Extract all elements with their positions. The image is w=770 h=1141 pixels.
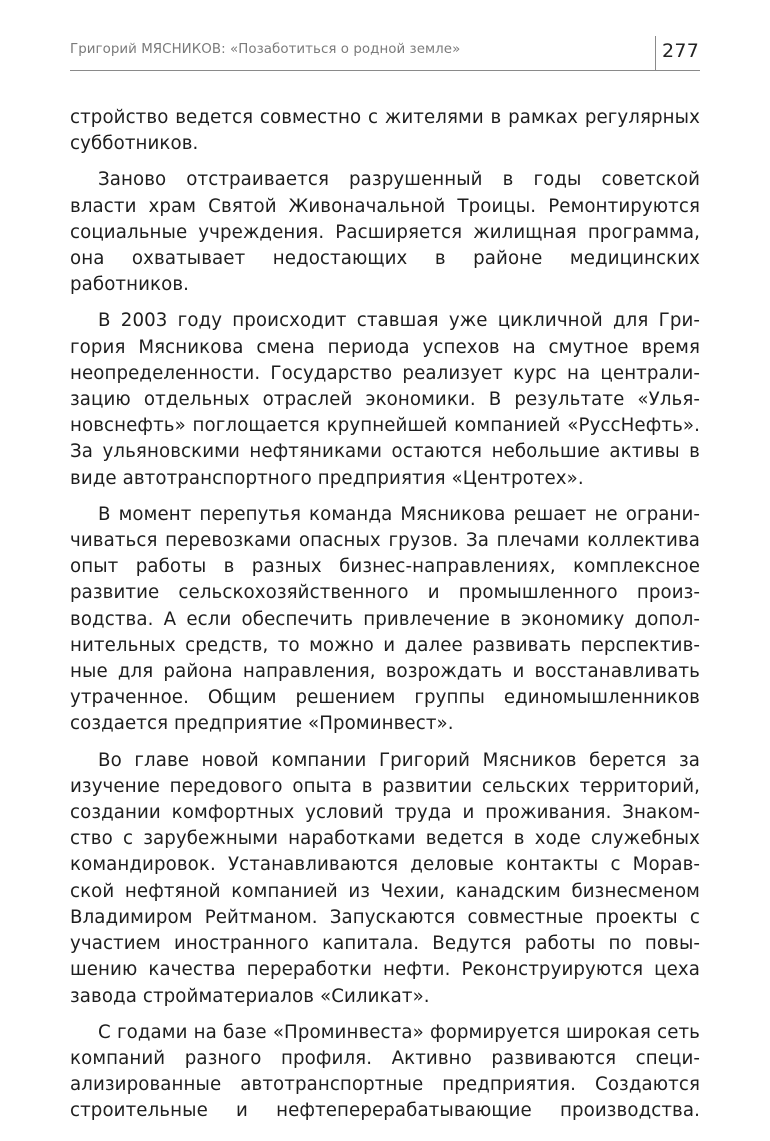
- paragraph: Во главе новой компании Григорий Мясников берется за изучение передового опыта в развитии сельских территорий, создании комфортных условий труда и проживания. Знакомство с зарубежными наработками ведется в ходе служебных командировок. Устанавливаются деловые контакты с Моравской нефтяной компанией из Чехии, канадским бизнесменом Владимиром Рейтманом. Запускаются совместные проекты с участием иностранного капитала. Ведутся работы по повышению качества переработки нефти. Реконструируются цеха завода стройматериалов «Силикат».: [70, 749, 700, 1007]
- running-title: Григорий МЯСНИКОВ: «Позаботиться о родной земле»: [70, 42, 461, 57]
- paragraph: В 2003 году происходит ставшая уже цикличной для Григория Мясникова смена периода успехов на смутное время неопределенности. Государство реализует курс на централизацию отдельных отраслей экономики. В результате «Ульяновснефть» поглощается крупнейшей компанией «РуссНефть». За ульяновскими нефтяниками остаются небольшие активы в виде автотранспортного предприятия «Центротех».: [70, 310, 700, 489]
- page-number: 277: [662, 40, 700, 62]
- header-divider: [655, 36, 656, 70]
- running-header: [70, 36, 700, 71]
- paragraph: стройство ведется совместно с жителями в рамках регулярных субботников.: [70, 107, 700, 155]
- paragraph: Заново отстраивается разрушенный в годы советской власти храм Святой Живоначальной Троицы. Ремонтируются социальные учреждения. Расширяется жилищная программа, она охватывает недостающих в районе медицинских работников.: [70, 169, 700, 296]
- main-text: [70, 105, 700, 1135]
- paragraph: С годами на базе «Проминвеста» формируется широкая сеть компаний разного профиля. Активно развиваются специализированные автотранспортные предприятия. Создаются строительные и нефтеперерабатывающие производства.: [70, 1021, 700, 1122]
- paragraph: В момент перепутья команда Мясникова решает не ограничиваться перевозками опасных грузов. За плечами коллектива опыт работы в разных бизнес-направлениях, комплексное развитие сельскохозяйственного и промышленного производства. А если обеспечить привлечение в экономику дополнительных средств, то можно и далее развивать перспективные для района направления, возрождать и восстанавливать утраченное. Общим решением группы единомышленников создается предприятие «Проминвест».: [70, 503, 700, 735]
